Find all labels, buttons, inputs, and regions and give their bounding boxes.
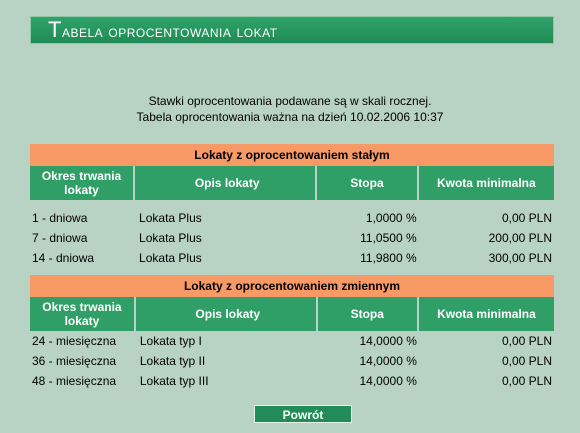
col-kwota-header: Kwota minimalna [419, 297, 554, 331]
col-stopa-header: Stopa [318, 297, 419, 331]
info-line-1: Stawki oprocentowania podawane są w skali rocznej. [148, 94, 432, 108]
stopa-cell: 11,0500 % [360, 231, 417, 245]
fixed-rate-caption: Lokaty z oprocentowaniem stałym [30, 144, 554, 166]
okres-cell: 36 - miesięczna [32, 354, 117, 368]
stopa-cell: 1,0000 % [365, 211, 417, 225]
stopa-cell: 14,0000 % [359, 354, 417, 368]
table-row [30, 248, 554, 268]
col-stopa-header: Stopa [317, 166, 418, 200]
col-opis-header: Opis lokaty [136, 297, 318, 331]
page-title-initial: T [48, 17, 62, 42]
opis-cell: Lokata typ I [139, 334, 202, 348]
info-line-2: Tabela oprocentowania ważna na dzień 10.02.2006 10:37 [136, 110, 444, 124]
fixed-rate-table [30, 144, 554, 268]
kwota-cell: 0,00 PLN [501, 354, 552, 368]
back-button[interactable]: Powrót [254, 405, 352, 423]
opis-cell: Lokata Plus [139, 251, 202, 265]
kwota-cell: 0,00 PLN [501, 211, 552, 225]
col-kwota-header: Kwota minimalna [419, 166, 554, 200]
opis-cell: Lokata Plus [139, 211, 202, 225]
col-opis-header: Opis lokaty [135, 166, 317, 200]
table-row [30, 371, 554, 391]
variable-rate-caption: Lokaty z oprocentowaniem zmiennym [30, 275, 554, 297]
table-row [30, 331, 554, 351]
okres-cell: 24 - miesięczna [32, 334, 117, 348]
okres-cell: 1 - dniowa [32, 211, 88, 225]
col-okres-header: Okres trwania lokaty [30, 166, 135, 200]
kwota-cell: 200,00 PLN [488, 231, 552, 245]
info-text [0, 93, 580, 125]
stopa-cell: 14,0000 % [359, 374, 417, 388]
stopa-cell: 11,9800 % [360, 251, 417, 265]
opis-cell: Lokata typ III [139, 374, 209, 388]
col-okres-header: Okres trwania lokaty [30, 297, 136, 331]
opis-cell: Lokata typ II [139, 354, 206, 368]
okres-cell: 48 - miesięczna [32, 374, 117, 388]
opis-cell: Lokata Plus [139, 231, 202, 245]
variable-rate-table [30, 275, 554, 391]
page-title-rest: abela oprocentowania lokat [61, 22, 278, 41]
page-title [30, 16, 554, 44]
kwota-cell: 0,00 PLN [501, 334, 552, 348]
table-row [30, 228, 554, 248]
table-row [30, 208, 554, 228]
table-row [30, 351, 554, 371]
okres-cell: 14 - dniowa [32, 251, 95, 265]
kwota-cell: 300,00 PLN [488, 251, 552, 265]
okres-cell: 7 - dniowa [32, 231, 88, 245]
kwota-cell: 0,00 PLN [501, 374, 552, 388]
stopa-cell: 14,0000 % [359, 334, 417, 348]
